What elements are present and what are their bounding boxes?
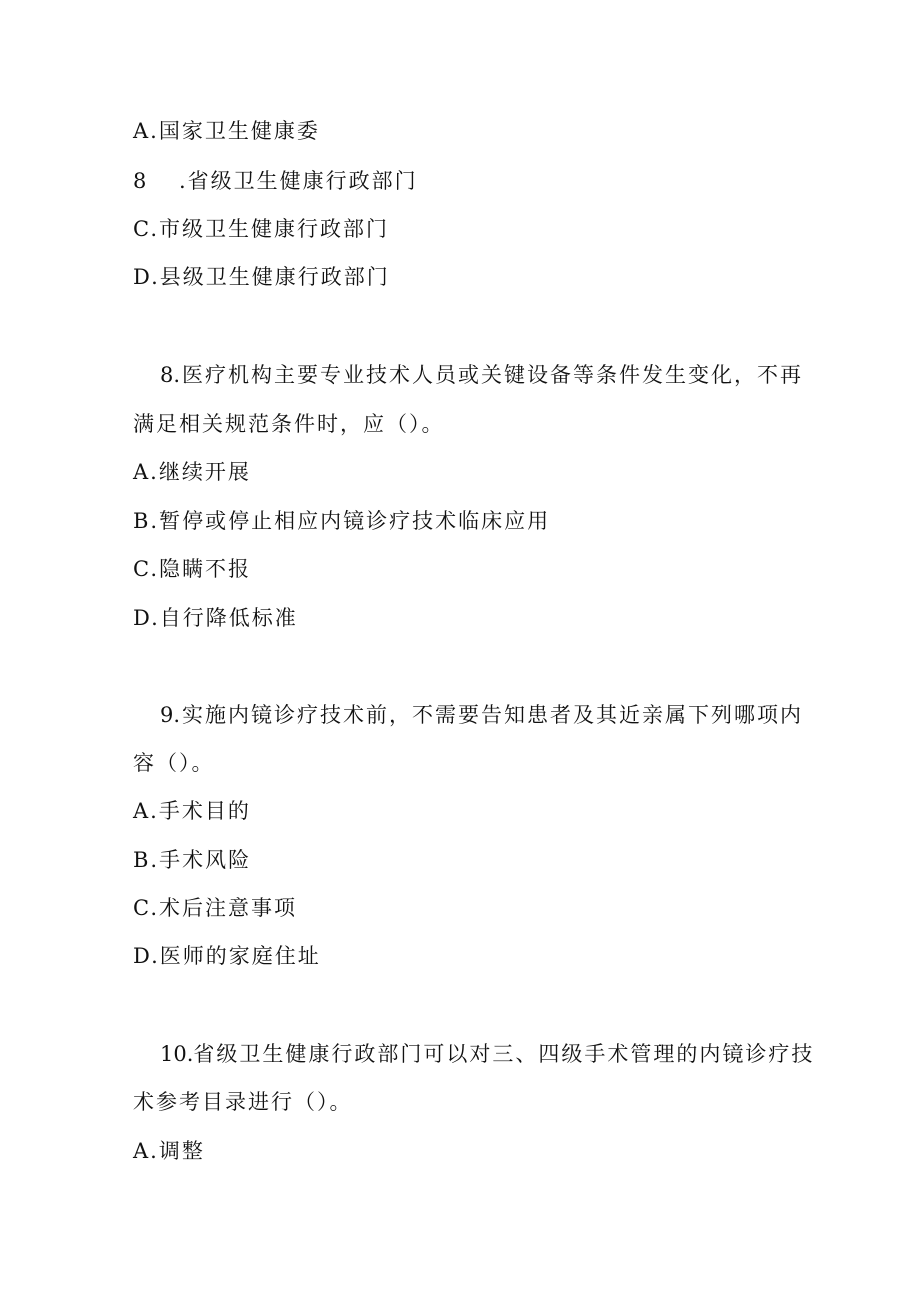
q9-option-d: D.医师的家庭住址 — [133, 944, 321, 968]
q10-stem-line1 — [160, 1041, 814, 1067]
prev-option-c: C.市级卫生健康行政部门 — [133, 217, 389, 241]
q8-option-a: A.继续开展 — [133, 460, 251, 484]
q9-option-a: A.手术目的 — [133, 799, 251, 823]
q9-number: 9 — [160, 703, 174, 727]
prev-option-d: D.县级卫生健康行政部门 — [133, 265, 390, 289]
q10-number: 10. — [160, 1042, 194, 1066]
q8-option-b: B.暂停或停止相应内镜诊疗技术临床应用 — [133, 509, 551, 533]
q8-stem-line1 — [160, 362, 803, 388]
q10-stem-text: 省级卫生健康行政部门可以对三、四级手术管理的内镜诊疗技 — [193, 1042, 815, 1066]
prev-option-b-prefix: 8 — [133, 169, 149, 193]
q10-stem-line2: 术参考目录进行（）。 — [133, 1090, 353, 1114]
prev-option-b — [133, 168, 418, 194]
q8-stem-line2: 满足相关规范条件时，应（）。 — [133, 412, 445, 436]
q8-option-c: C.隐瞒不报 — [133, 557, 251, 581]
q9-stem-line1 — [160, 702, 803, 728]
q8-stem-text: .医疗机构主要专业技术人员或关键设备等条件发生变化，不再 — [173, 363, 804, 387]
q9-option-b: B.手术风险 — [133, 848, 252, 872]
q10-option-a: A.调整 — [133, 1139, 205, 1163]
q8-number: 8 — [160, 363, 174, 387]
prev-option-a: A.国家卫生健康委 — [133, 119, 320, 143]
q9-stem-text: .实施内镜诊疗技术前，不需要告知患者及其近亲属下列哪项内 — [173, 703, 804, 727]
q9-option-c: C.术后注意事项 — [133, 896, 297, 920]
q9-stem-line2: 容（）。 — [133, 751, 215, 775]
q8-option-d: D.自行降低标准 — [133, 606, 298, 630]
prev-option-b-text: .省级卫生健康行政部门 — [179, 169, 418, 193]
